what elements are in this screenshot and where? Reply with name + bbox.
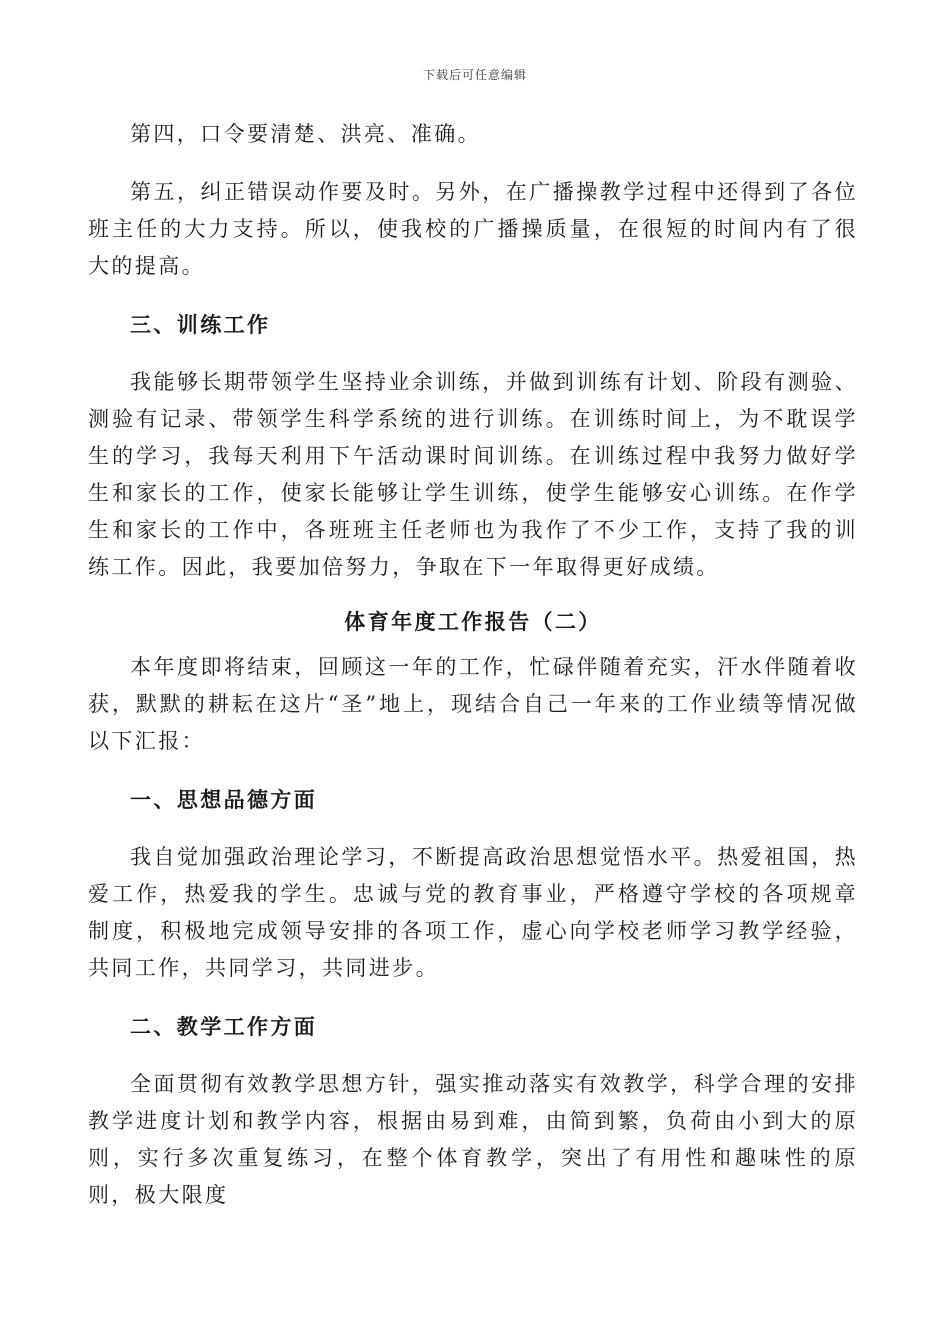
section-heading-training: 三、训练工作: [130, 312, 271, 337]
paragraph-moral: 我自觉加强政治理论学习，不断提高政治思想觉悟水平。热爱祖国，热爱工作，热爱我的学生。忠诚与党的教育事业，严格遵守学校的各项规章制度，积极地完成领导安排的各项工作，虚心向学校老师学习教学经验，共同工作，共同学习，共同进步。: [88, 845, 858, 980]
paragraph-teaching: 全面贯彻有效教学思想方针，强实推动落实有效教学，科学合理的安排教学进度计划和教学内容，根据由易到难，由简到繁，负荷由小到大的原则，实行多次重复练习，在整个体育教学，突出了有用性和趣味性的原则，极大限度: [88, 1072, 858, 1207]
report-title-two: 体育年度工作报告（二）: [344, 609, 602, 634]
paragraph-fifth-point: 第五，纠正错误动作要及时。另外，在广播操教学过程中还得到了各位班主任的大力支持。所以，使我校的广播操质量，在很短的时间内有了很大的提高。: [88, 180, 858, 278]
paragraph-fourth-point: 第四，口令要清楚、洪亮、准确。: [130, 122, 481, 146]
paragraph-training: 我能够长期带领学生坚持业余训练，并做到训练有计划、阶段有测验、测验有记录、带领学生科学系统的进行训练。在训练时间上，为不耽误学生的学习，我每天利用下午活动课时间训练。在训练过程中我努力做好学生和家长的工作，使家长能够让学生训练，使学生能够安心训练。在作学生和家长的工作中，各班班主任老师也为我作了不少工作，支持了我的训练工作。因此，我要加倍努力，争取在下一年取得更好成绩。: [88, 370, 858, 579]
section-heading-teaching: 二、教学工作方面: [130, 1014, 318, 1039]
paragraph-intro: 本年度即将结束，回顾这一年的工作，忙碌伴随着充实，汗水伴随着收获，默默的耕耘在这片“圣”地上，现结合自己一年来的工作业绩等情况做以下汇报：: [88, 655, 858, 753]
document-body: [88, 116, 858, 1214]
section-heading-moral: 一、思想品德方面: [130, 787, 318, 812]
page-header-note: 下载后可任意编辑: [422, 68, 527, 82]
